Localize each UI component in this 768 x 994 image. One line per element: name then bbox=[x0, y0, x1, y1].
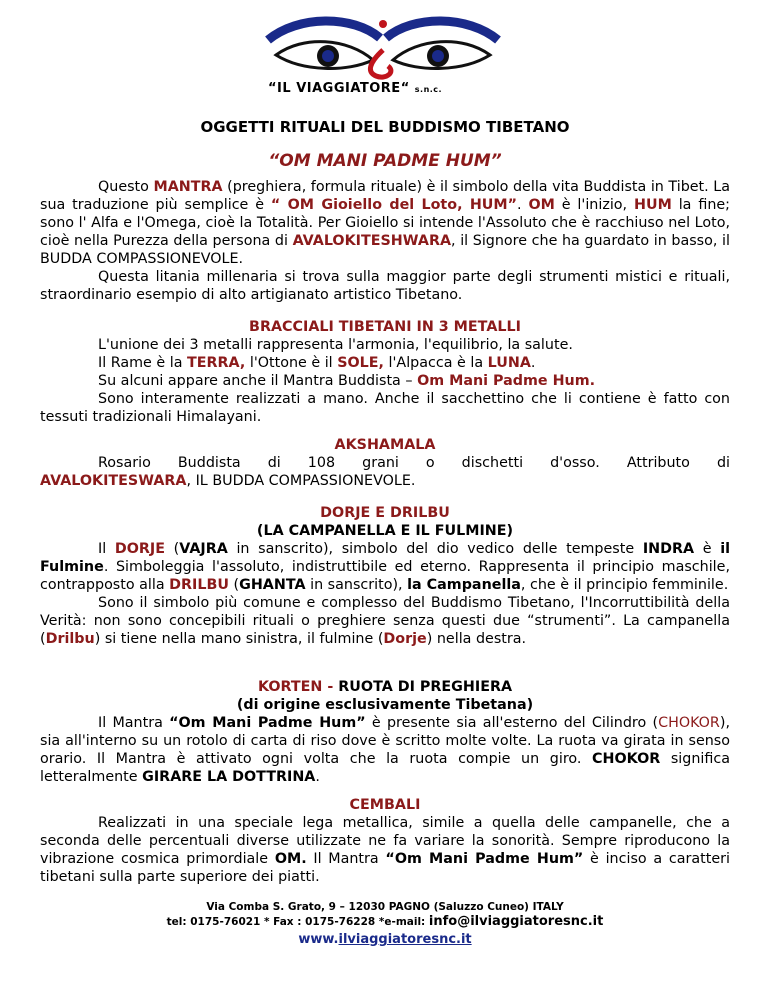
bracciali-section bbox=[40, 318, 730, 426]
dorje-heading: DORJE E DRILBU bbox=[320, 505, 450, 521]
dorje-paragraph-1: Il DORJE (VAJRA in sanscrito), simbolo del dio vedico delle tempeste INDRA è il Fulmine. Simboleggia l'assoluto, indistruttibile ed eterno. Rappresenta il principio maschile, contrapposto alla DRILBU (GHANTA in sanscrito), la Campanella, che è il principio femminile. bbox=[40, 541, 731, 593]
mantra-paragraph-2: Questa litania millenaria si trova sulla maggior parte degli strumenti mistici e rituali, straordinario esempio di alto artigianato artistico Tibetano. bbox=[40, 269, 730, 303]
footer-email[interactable]: info@ilviaggiatoresnc.it bbox=[428, 914, 604, 929]
cembali-heading: CEMBALI bbox=[349, 797, 421, 813]
logo-brand-text: “IL VIAGGIATORE“ s.n.c. bbox=[268, 81, 443, 96]
bracciali-line-2: Il Rame è la TERRA, l'Ottone è il SOLE, l'Alpacca è la LUNA. bbox=[98, 355, 536, 371]
akshamala-line-1: Rosario Buddista di 108 grani o dischetti d'osso. Attributo di bbox=[98, 455, 730, 471]
korten-paragraph-1: Il Mantra “Om Mani Padme Hum” è presente sia all'esterno del Cilindro (CHOKOR), sia all'interno su un rotolo di carta di riso dove è scritto molte volte. La ruota va girata in senso orario. Il Mantra è attivato ogni volta che la ruota compie un giro. CHOKOR significa letteralmente GIRARE LA DOTTRINA. bbox=[40, 715, 730, 785]
korten-heading: KORTEN - RUOTA DI PREGHIERA bbox=[257, 679, 513, 695]
cembali-paragraph-1: Realizzati in una speciale lega metallica, simile a quella delle campanelle, che a seconda delle percentuali diverse utilizzate ne fa variare la sonorità. Sempre riproducono la vibrazione cosmica primordiale OM. Il Mantra “Om Mani Padme Hum” è inciso a caratteri tibetani sulla parte superiore dei piatti. bbox=[40, 815, 730, 885]
footer-website-link[interactable]: www.ilviaggiatoresnc.it bbox=[298, 932, 472, 947]
page-title: OGGETTI RITUALI DEL BUDDISMO TIBETANO bbox=[200, 118, 570, 136]
bracciali-line-1: L'unione dei 3 metalli rappresenta l'armonia, l'equilibrio, la salute. bbox=[98, 337, 573, 353]
footer-address: Via Comba S. Grato, 9 – 12030 PAGNO (Saluzzo Cuneo) ITALY bbox=[206, 901, 564, 913]
akshamala-section bbox=[40, 436, 730, 490]
dorje-subheading: (LA CAMPANELLA E IL FULMINE) bbox=[256, 523, 514, 539]
mantra-heading: “OM MANI PADME HUM” bbox=[268, 151, 502, 171]
mantra-paragraph-1: Questo MANTRA (preghiera, formula rituale) è il simbolo della vita Buddista in Tibet. La sua traduzione più semplice è “ OM Gioiello del Loto, HUM”. OM è l'inizio, HUM la fine; sono l' Alfa e l'Omega, cioè la Totalità. Per Gioiello si intende l'Assoluto che è racchiuso nel Loto, cioè nella Purezza della persona di AVALOKITESHWARA, il Signore che ha guardato in basso, il BUDDA COMPASSIONEVOLE. bbox=[40, 179, 730, 267]
korten-section bbox=[40, 678, 730, 786]
dorje-section bbox=[40, 504, 730, 648]
mantra-section bbox=[40, 178, 730, 304]
cembali-section bbox=[40, 796, 730, 886]
korten-subheading: (di origine esclusivamente Tibetana) bbox=[236, 697, 534, 713]
akshamala-heading: AKSHAMALA bbox=[334, 437, 436, 453]
footer-contacts: tel: 0175-76021 * Fax : 0175-76228 *e-mail: info@ilviaggiatoresnc.it bbox=[166, 914, 604, 929]
dorje-paragraph-2: Sono il simbolo più comune e complesso del Buddismo Tibetano, l'Incorruttibilità della Verità: non sono concepibili rituali o preghiere senza questi due “strumenti”. La campanella (Drilbu) si tiene nella mano sinistra, il fulmine (Dorje) nella destra. bbox=[40, 595, 730, 647]
bracciali-heading: BRACCIALI TIBETANI IN 3 METALLI bbox=[249, 319, 521, 335]
akshamala-line-2: AVALOKITESWARA, IL BUDDA COMPASSIONEVOLE. bbox=[40, 473, 416, 489]
bracciali-line-4: Sono interamente realizzati a mano. Anche il sacchettino che li contiene è fatto con tessuti tradizionali Himalayani. bbox=[40, 391, 730, 425]
bracciali-line-3: Su alcuni appare anche il Mantra Buddista – Om Mani Padme Hum. bbox=[98, 373, 596, 389]
